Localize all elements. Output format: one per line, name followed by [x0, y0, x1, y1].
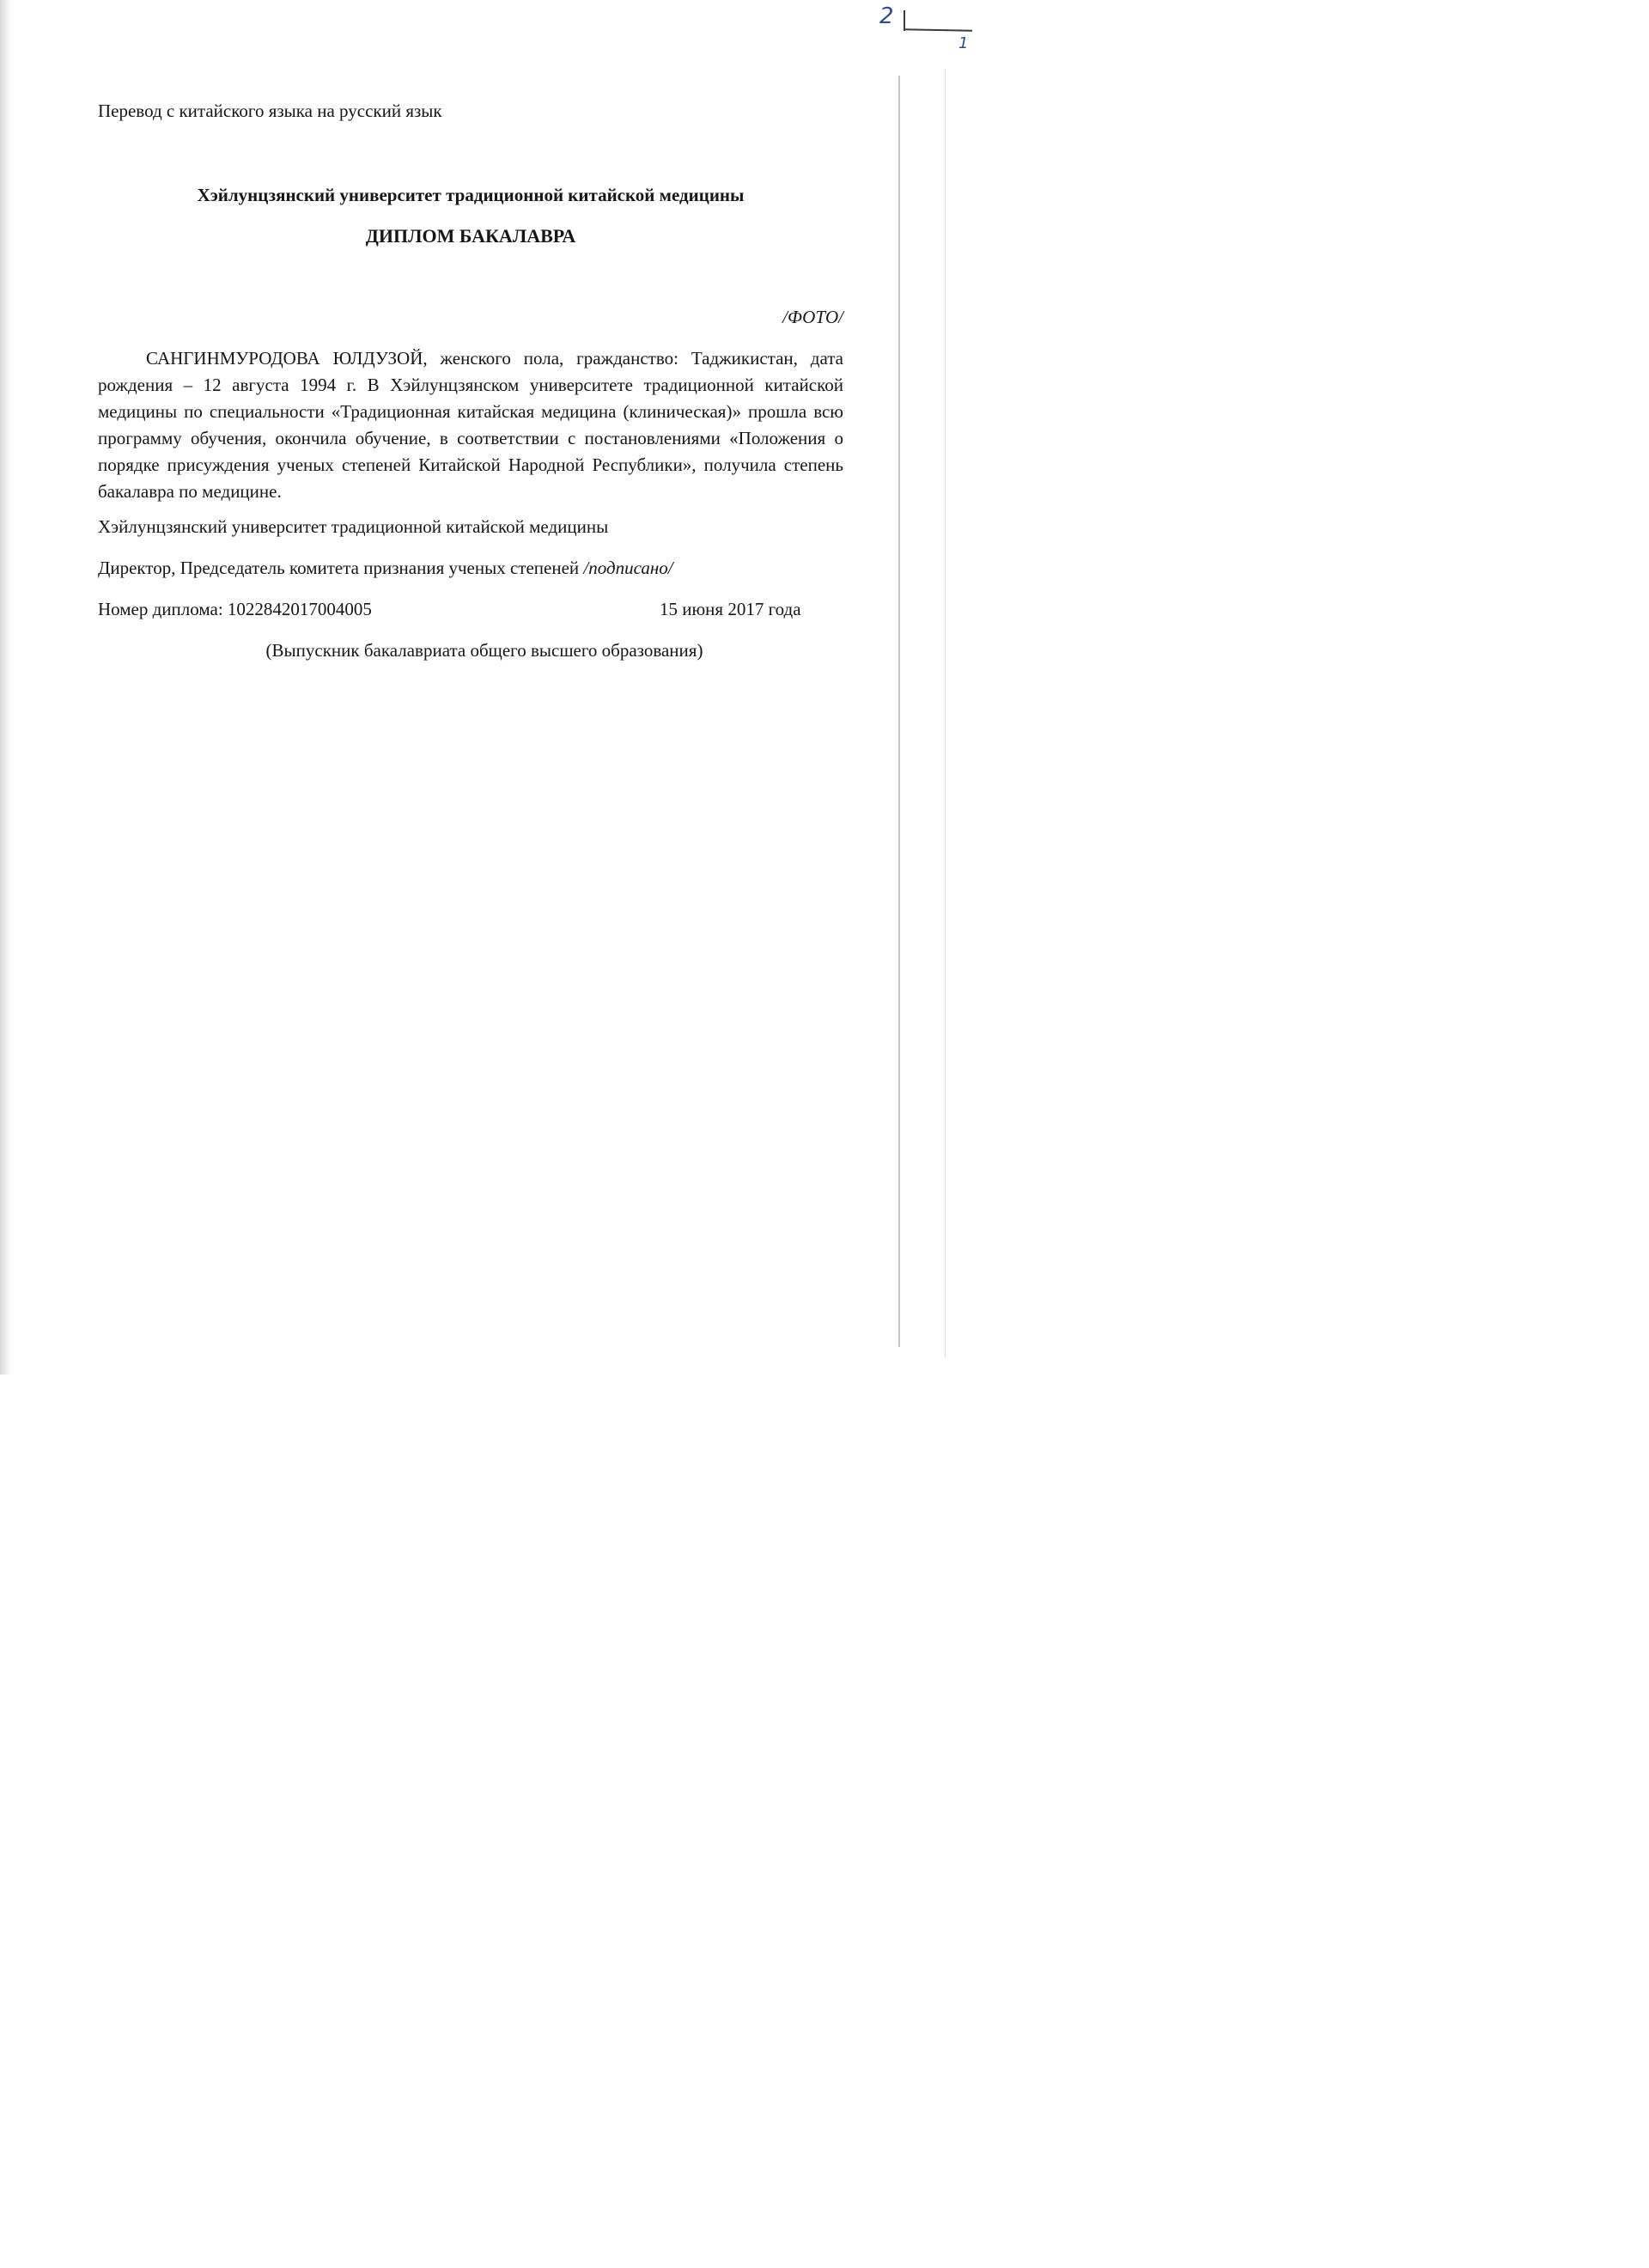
diploma-body-paragraph: САНГИНМУРОДОВА ЮЛДУЗОЙ, женского пола, гражданство: Таджикистан, дата рождения – 12 августа 1994 г. В Хэйлунцзянском университете традиционной китайской медицины по специальности «Традиционная китайская медицина (клиническая)» прошла всю программу обучения, окончила обучение, в соответствии с постановлениями «Положения о порядке присуждения ученых степеней Китайской Народной Республики», получила степень бакалавра по медицине. [98, 348, 843, 502]
handwritten-page-number: 2 [879, 3, 894, 29]
university-title: Хэйлунцзянский университет традиционной китайской медицины [197, 185, 745, 205]
scan-right-edge [898, 76, 900, 1347]
handwritten-sheet-number: 1 [958, 34, 969, 52]
translation-note: Перевод с китайского языка на русский язык [98, 101, 442, 121]
photo-placeholder-note: /ФОТО/ [782, 307, 843, 327]
corner-bracket-line [904, 28, 972, 31]
diploma-title: ДИПЛОМ БАКАЛАВРА [365, 225, 576, 247]
issue-date: 15 июня 2017 года [660, 599, 801, 619]
graduate-note: (Выпускник бакалавриата общего высшего образования) [265, 640, 703, 661]
scan-right-edge-secondary [945, 69, 946, 1357]
signed-note: /подписано/ [583, 558, 673, 578]
scan-left-edge [0, 0, 12, 1375]
director-title: Директор, Председатель комитета признания ученых степеней [98, 558, 584, 578]
diploma-number: Номер диплома: 1022842017004005 [98, 599, 372, 619]
director-signature-line [98, 557, 673, 579]
university-signature-line: Хэйлунцзянский университет традиционной китайской медицины [98, 516, 609, 537]
